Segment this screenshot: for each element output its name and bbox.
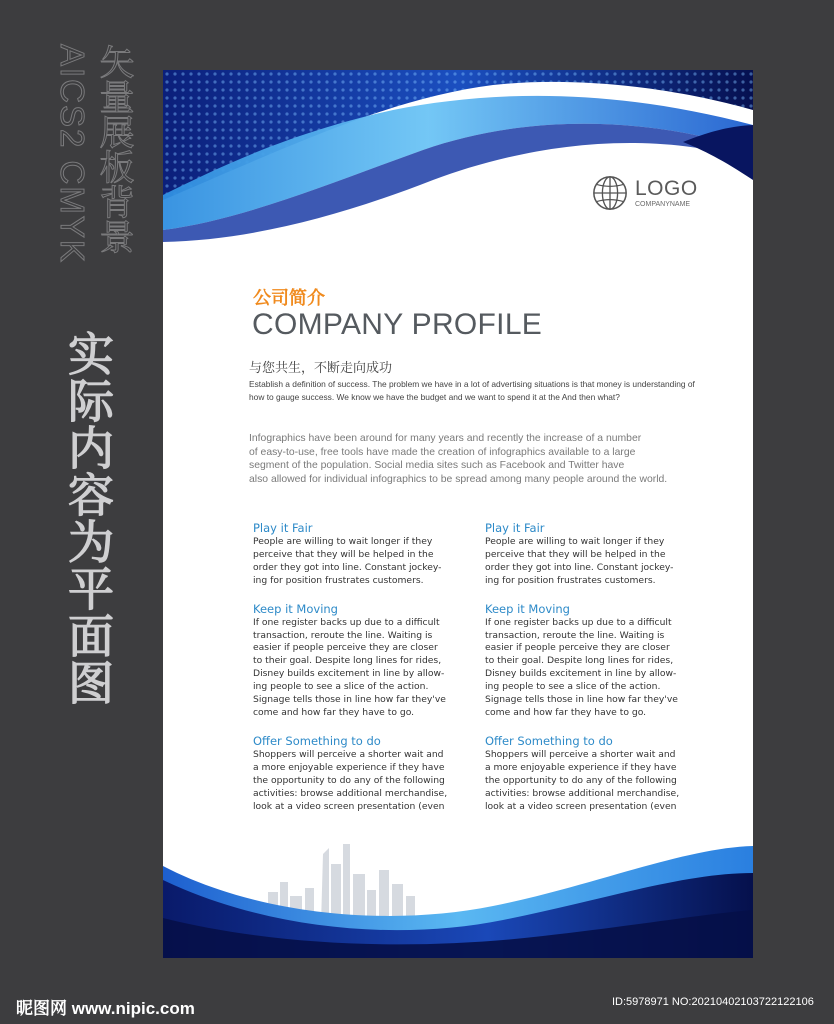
section-play-it-fair	[253, 521, 473, 588]
body-line: easier if people perceive they are closer	[253, 642, 438, 654]
body-line: to their goal. Despite long lines for rides,	[253, 655, 442, 667]
globe-icon	[591, 174, 629, 212]
body-line: come and how far they have to go.	[253, 706, 415, 718]
paragraph-line: also allowed for individual infographics to be spread among many people around the world.	[249, 473, 668, 485]
body-line: perceive that they will be helped in the	[485, 548, 666, 560]
section-body	[253, 617, 473, 720]
footer-image-id: ID:5978971 NO:20210402103722122106	[612, 996, 814, 1008]
body-line: look at a video screen presentation (even	[485, 800, 677, 812]
body-line: Signage tells those in line how far they've	[253, 694, 446, 706]
page-title: COMPANY PROFILE	[252, 308, 543, 341]
content-column-left	[253, 521, 473, 827]
body-line: Signage tells those in line how far they've	[485, 694, 678, 706]
body-line: ing for position frustrates customers.	[485, 574, 656, 586]
side-caption-outline-cn: 矢量展板背景	[94, 44, 134, 254]
section-body	[485, 749, 705, 814]
section-offer-something	[253, 734, 473, 814]
section-body	[485, 536, 705, 588]
tagline: 与您共生，不断走向成功	[249, 361, 393, 376]
body-line: look at a video screen presentation (even	[253, 800, 445, 812]
body-line: People are willing to wait longer if they	[485, 536, 665, 547]
body-line: Shoppers will perceive a shorter wait and	[253, 748, 444, 760]
body-line: If one register backs up due to a difficult	[253, 616, 440, 628]
logo-company-name: COMPANYNAME	[635, 200, 691, 208]
body-line: the opportunity to do any of the following	[253, 774, 445, 786]
body-line: Disney builds excitement in line by allow-	[485, 668, 677, 680]
section-title: Offer Something to do	[485, 733, 613, 748]
footer-site-watermark: 昵图网 www.nipic.com	[16, 999, 195, 1018]
body-line: ing for position frustrates customers.	[253, 574, 424, 586]
body-line: perceive that they will be helped in the	[253, 548, 434, 560]
section-play-it-fair	[485, 521, 705, 588]
paragraph-line: Infographics have been around for many years and recently the increase of a number	[249, 433, 642, 444]
body-line: Shoppers will perceive a shorter wait and	[485, 748, 676, 760]
section-title: Play it Fair	[253, 521, 313, 535]
side-caption-outline-en: AICS2 CMYK	[54, 44, 91, 264]
body-line: easier if people perceive they are closer	[485, 642, 670, 654]
intro-paragraph: Establish a definition of success. The problem we have in a lot of advertising situations is that money is understanding of how to gauge success. We know we have the budget and we want to spend it at the And then what?	[249, 379, 695, 402]
body-line: order they got into line. Constant jockey-	[253, 561, 442, 573]
section-body	[253, 749, 473, 814]
side-caption-solid-cn: 实际内容为平面图	[61, 330, 115, 706]
logo-word: LOGO	[635, 176, 698, 200]
body-line: a more enjoyable experience if they have	[485, 761, 677, 773]
section-body	[253, 536, 473, 588]
body-line: transaction, reroute the line. Waiting is	[485, 629, 665, 641]
body-line: ing people to see a slice of the action.	[485, 681, 661, 693]
section-title: Keep it Moving	[253, 601, 338, 616]
body-line: Disney builds excitement in line by allow-	[253, 668, 445, 680]
paragraph-line: segment of the population. Social media sites such as Facebook and Twitter have	[249, 460, 625, 471]
body-line: order they got into line. Constant jockey-	[485, 561, 674, 573]
body-line: a more enjoyable experience if they have	[253, 761, 445, 773]
body-line: activities: browse additional merchandise,	[485, 787, 680, 799]
brochure-page	[163, 70, 753, 958]
section-keep-it-moving	[253, 602, 473, 720]
section-title: Keep it Moving	[485, 601, 570, 616]
section-title: Play it Fair	[485, 521, 545, 535]
body-line: ing people to see a slice of the action.	[253, 681, 429, 693]
paragraph-line: of easy-to-use, free tools have made the creation of infographics available to a large	[249, 446, 636, 458]
body-line: If one register backs up due to a difficult	[485, 616, 672, 628]
infographics-paragraph	[249, 432, 719, 486]
body-line: People are willing to wait longer if they	[253, 536, 433, 547]
section-keep-it-moving	[485, 602, 705, 720]
body-line: transaction, reroute the line. Waiting is	[253, 629, 433, 641]
body-line: come and how far they have to go.	[485, 706, 647, 718]
body-line: to their goal. Despite long lines for rides,	[485, 655, 674, 667]
title-chinese: 公司简介	[253, 288, 325, 309]
body-line: the opportunity to do any of the following	[485, 774, 677, 786]
body-line: activities: browse additional merchandise,	[253, 787, 448, 799]
section-offer-something	[485, 734, 705, 814]
content-column-right	[485, 521, 705, 827]
section-body	[485, 617, 705, 720]
section-title: Offer Something to do	[253, 733, 381, 748]
bottom-wave-decoration	[163, 818, 753, 958]
company-logo	[591, 174, 698, 212]
